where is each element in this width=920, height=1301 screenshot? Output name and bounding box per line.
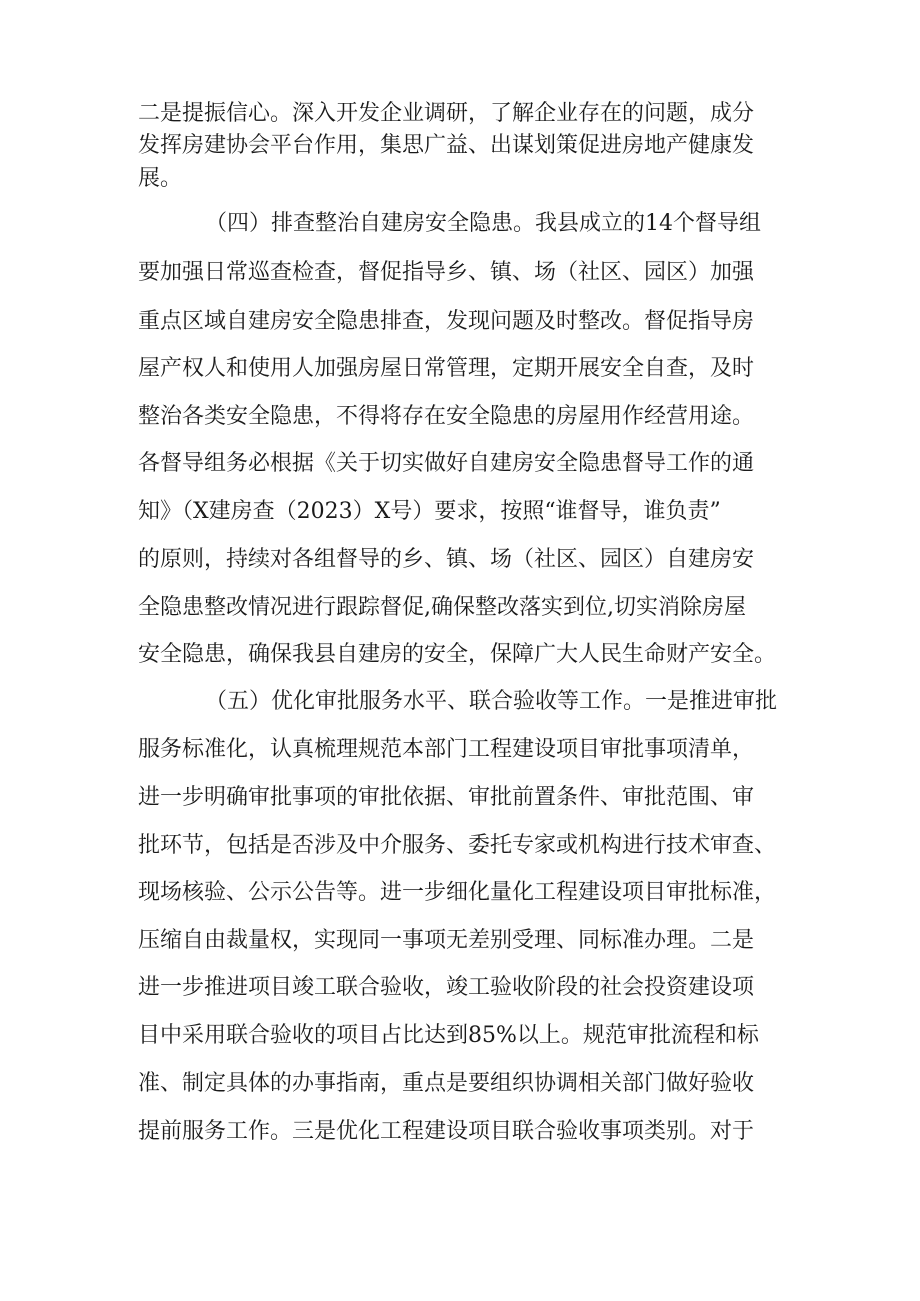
section-heading-line: （五）优化审批服务水平、联合验收等工作。一是推进审批 (205, 689, 778, 714)
text-line: 安全隐患，确保我县自建房的安全，保障广大人民生命财产安全。 (138, 642, 777, 667)
text-line: 各督导组务必根据《关于切实做好自建房安全隐患督导工作的通 (138, 451, 755, 476)
text-line: 服务标准化，认真梳理规范本部门工程建设项目审批事项清单， (138, 737, 755, 762)
text-line: 重点区域自建房安全隐患排查，发现问题及时整改。督促指导房 (138, 309, 755, 334)
text-line: 整治各类安全隐患，不得将存在安全隐患的房屋用作经营用途。 (138, 404, 755, 429)
text-line: 要加强日常巡查检查，督促指导乡、镇、场（社区、园区）加强 (138, 260, 755, 285)
text-line: 屋产权人和使用人加强房屋日常管理，定期开展安全自查，及时 (138, 356, 755, 381)
text-line: 全隐患整改情况进行跟踪督促,确保整改落实到位,切实消除房屋 (138, 595, 746, 620)
text-line: 进一步明确审批事项的审批依据、审批前置条件、审批范围、审 (138, 785, 755, 810)
text-line: 压缩自由裁量权，实现同一事项无差别受理、同标准办理。二是 (138, 928, 755, 953)
text-line: 目中采用联合验收的项目占比达到85%以上。规范审批流程和标 (138, 1023, 759, 1048)
text-line: 进一步推进项目竣工联合验收，竣工验收阶段的社会投资建设项 (138, 975, 755, 1000)
text-line: 知》（X建房查（2023）X号）要求，按照“谁督导，谁负责” (138, 499, 721, 524)
section-heading-line: （四）排查整治自建房安全隐患。我县成立的14个督导组 (205, 211, 761, 236)
text-line: 批环节，包括是否涉及中介服务、委托专家或机构进行技术审查、 (138, 833, 777, 858)
text-line: 现场核验、公示公告等。进一步细化量化工程建设项目审批标准， (138, 880, 777, 905)
text-line: 展。 (138, 166, 183, 191)
text-line: 提前服务工作。三是优化工程建设项目联合验收事项类别。对于 (138, 1119, 755, 1144)
text-line: 二是提振信心。深入开发企业调研，了解企业存在的问题，成分 (138, 101, 755, 126)
text-line: 发挥房建协会平台作用，集思广益、出谋划策促进房地产健康发 (138, 133, 755, 158)
text-line: 的原则，持续对各组督导的乡、镇、场（社区、园区）自建房安 (138, 547, 755, 572)
text-line: 准、制定具体的办事指南，重点是要组织协调相关部门做好验收 (138, 1071, 755, 1096)
